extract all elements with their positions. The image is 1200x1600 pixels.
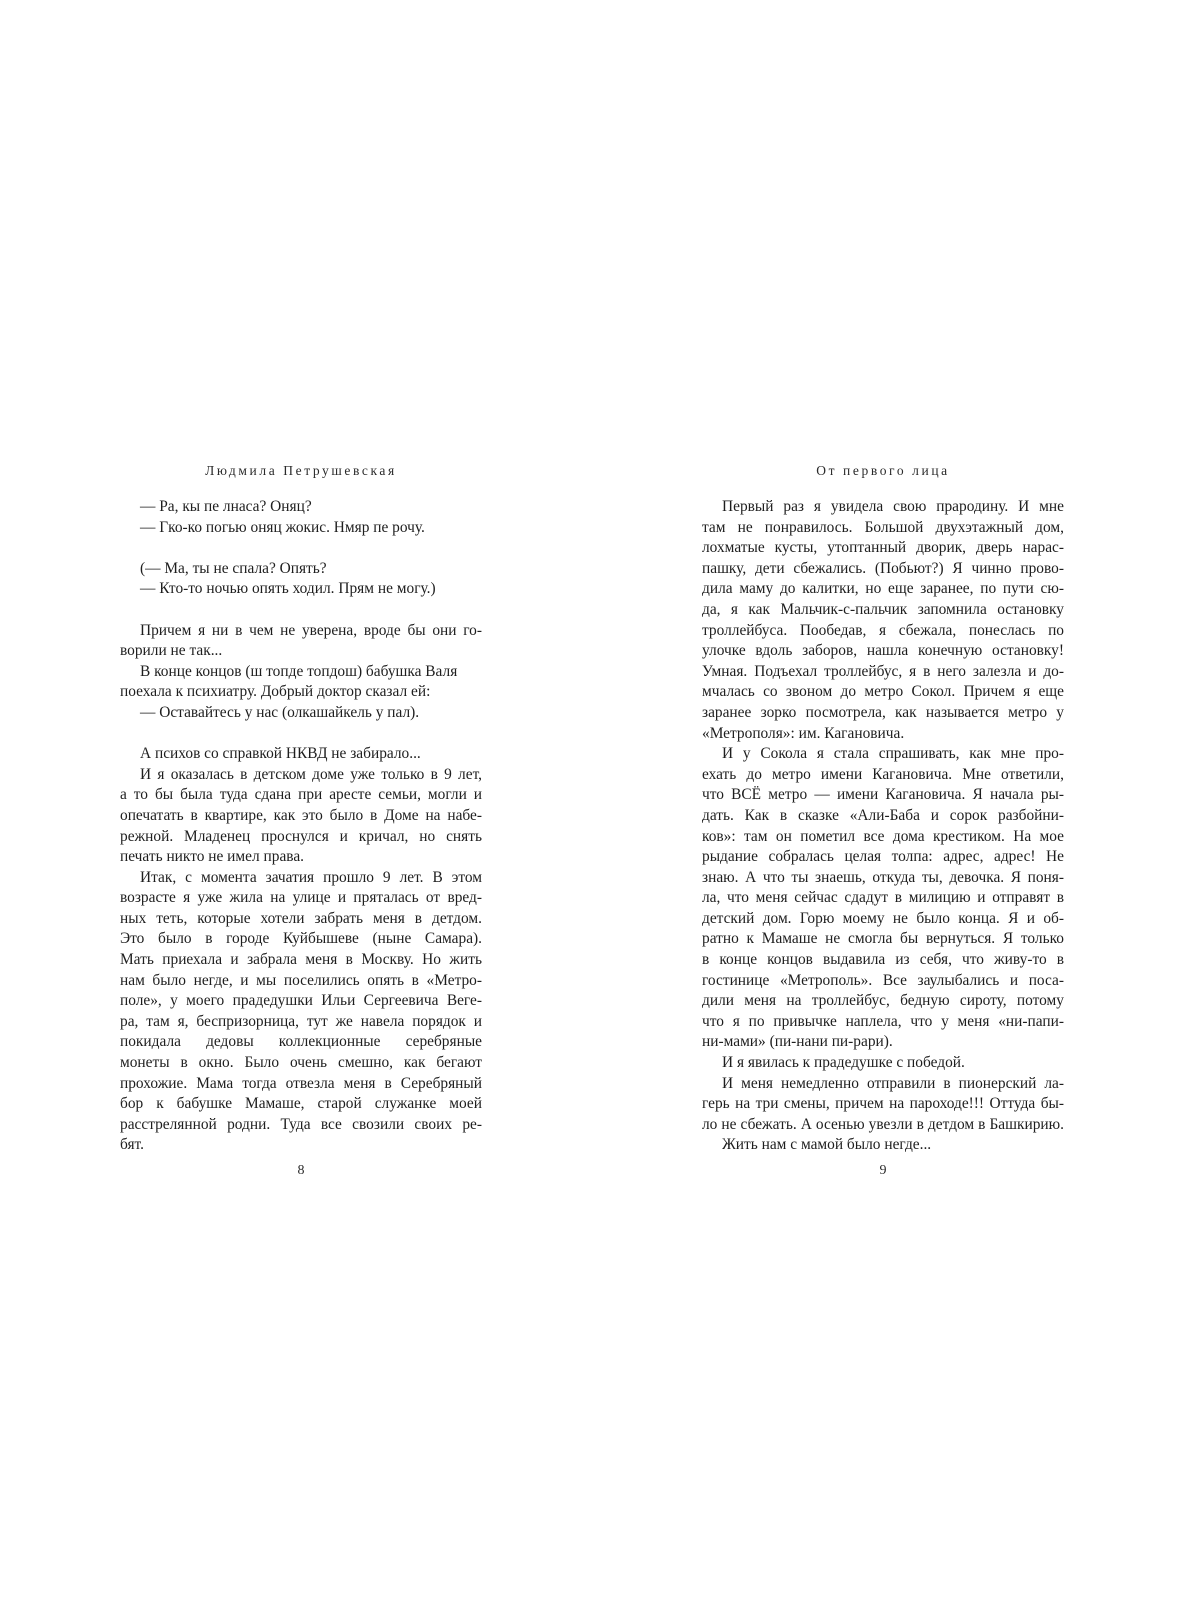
text-line: мчалась со звоном до метро Сокол. Причем я еще <box>702 683 1064 701</box>
text-line: (— Ма, ты не спала? Опять? <box>140 559 327 577</box>
text-line: дила маму до калитки, но еще заранее, по пути сю- <box>702 580 1064 598</box>
text-line: что ВСЁ метро — имени Кагановича. Я начала ры- <box>702 786 1064 804</box>
text-line: ла, что меня сейчас сдадут в милицию и отправят в <box>702 889 1064 907</box>
text-line: бят. <box>120 1136 144 1154</box>
text-line: детский дом. Горю моему не было конца. Я и об- <box>702 909 1064 927</box>
text-line: А психов со справкой НКВД не забирало... <box>140 745 421 763</box>
text-line: ворили не так... <box>120 642 223 660</box>
text-line: в конце концов выдавила из себя, что живу-то в <box>702 951 1064 969</box>
text-line: дать. Как в сказке «Али-Баба и сорок разбойни- <box>702 806 1064 824</box>
text-line: Причем я ни в чем не уверена, вроде бы они го- <box>140 621 482 639</box>
text-line: — Оставайтесь у нас (олкашайкель у пал). <box>140 703 420 721</box>
running-head-author: Людмила Петрушевская <box>205 463 397 478</box>
text-line: ратно к Мамаше не смогла бы вернуться. Я только <box>702 930 1064 948</box>
text-line: Жить нам с мамой было негде... <box>722 1136 932 1154</box>
page-number: 8 <box>297 1163 305 1178</box>
text-line: пашку, дети сбежались. (Побьют?) Я чинно прово- <box>702 559 1064 577</box>
text-line: — Кто-то ночью опять ходил. Прям не могу.) <box>140 580 436 598</box>
text-line: ло не сбежать. А осенью увезли в детдом в Башкирию. <box>702 1115 1064 1133</box>
text-line: нам было негде, и мы поселились опять в «Метро- <box>120 971 482 989</box>
text-line: И меня немедленно отправили в пионерский ла- <box>722 1074 1064 1092</box>
text-line: монеты в окно. Было очень смешно, как бегают <box>120 1054 482 1072</box>
text-line: опечатать в квартире, как это было в Доме на набе- <box>120 806 482 824</box>
text-line: ра, там я, беспризорница, тут же навела порядок и <box>120 1012 482 1030</box>
text-line: покидала дедовы коллекционные серебряные <box>120 1033 482 1051</box>
text-line: возрасте я уже жила на улице и пряталась от вред- <box>120 889 482 907</box>
stanza-gap <box>120 538 482 559</box>
text-line: троллейбуса. Пообедав, я сбежала, понеслась по <box>702 621 1064 639</box>
text-line: Итак, с момента зачатия прошло 9 лет. В этом <box>140 868 482 886</box>
text-line: а то бы была туда сдана при аресте семьи, могли и <box>120 786 482 804</box>
text-line: герь на три смены, причем на пароходе!!! Оттуда бы- <box>702 1095 1064 1113</box>
text-line: гостинице «Метрополь». Все заулыбались и поса- <box>702 971 1064 989</box>
text-line: поехала к психиатру. Добрый доктор сказал ей: <box>120 683 431 701</box>
page-number: 9 <box>879 1163 887 1178</box>
text-line: расстрелянной родни. Туда все свозили своих ре- <box>120 1115 482 1133</box>
text-line: рыдание собралась целая толпа: адрес, адрес! Не <box>702 848 1064 866</box>
text-line: ехать до метро имени Кагановича. Мне ответили, <box>702 765 1064 783</box>
text-line: режной. Младенец проснулся и кричал, но снять <box>120 827 482 845</box>
text-line: В конце концов (ш топде топдош) бабушка Валя <box>140 662 458 680</box>
text-line: ков»: там он пометил все дома крестиком. На мое <box>702 827 1064 845</box>
running-head-title: От первого лица <box>816 463 950 478</box>
text-line: там не понравилось. Большой двухэтажный дом, <box>702 518 1064 536</box>
text-line: Первый раз я увидела свою прародину. И мне <box>722 498 1064 515</box>
text-line: ных теть, которые хотели забрать меня в детдом. <box>120 909 482 927</box>
text-line: И я оказалась в детском доме уже только в 9 лет, <box>140 765 482 783</box>
text-line: — Ра, кы пе лнаса? Оняц? <box>140 498 312 515</box>
text-line: лохматые кусты, утоптанный дворик, дверь нарас- <box>702 539 1064 557</box>
text-line: И у Сокола я стала спрашивать, как мне про- <box>722 745 1064 763</box>
text-line: И я явилась к прадедушке с победой. <box>722 1054 965 1072</box>
right-page-text <box>702 497 1064 1156</box>
left-page-text <box>120 497 482 1156</box>
stanza-gap <box>120 600 482 621</box>
text-line: ни-мами» (пи-нани пи-рари). <box>702 1033 893 1051</box>
text-line: дили меня на троллейбус, бедную сироту, потому <box>702 992 1064 1010</box>
text-line: заранее зорко посмотрела, как называется метро у <box>702 703 1064 721</box>
text-line: бор к бабушке Мамаше, старой служанке моей <box>120 1095 482 1113</box>
stanza-gap <box>120 724 482 745</box>
text-line: поле», у моего прадедушки Ильи Сергеевича Веге- <box>120 992 482 1010</box>
text-line: Умная. Подъехал троллейбус, я в него залезла и до- <box>702 662 1064 680</box>
text-line: улочке вдоль заборов, нашла конечную остановку! <box>702 642 1064 660</box>
text-line: «Метрополя»: им. Кагановича. <box>702 724 905 742</box>
text-line: печать никто не имел права. <box>120 848 305 866</box>
text-line: что я по привычке наплела, что у меня «ни-папи- <box>702 1012 1064 1030</box>
text-line: — Гко-ко погью оняц жокис. Нмяр пе рочу. <box>140 518 425 536</box>
text-line: да, я как Мальчик-с-пальчик запомнила остановку <box>702 600 1064 618</box>
text-line: прохожие. Мама тогда отвезла меня в Серебряный <box>120 1074 482 1092</box>
text-line: Мать приехала и забрала меня в Москву. Но жить <box>120 951 482 969</box>
right-page <box>600 0 1200 1600</box>
text-line: Это было в городе Куйбышеве (ныне Самара). <box>120 930 482 948</box>
text-line: знаю. А что ты знаешь, откуда ты, девочка. Я поня- <box>702 868 1064 886</box>
